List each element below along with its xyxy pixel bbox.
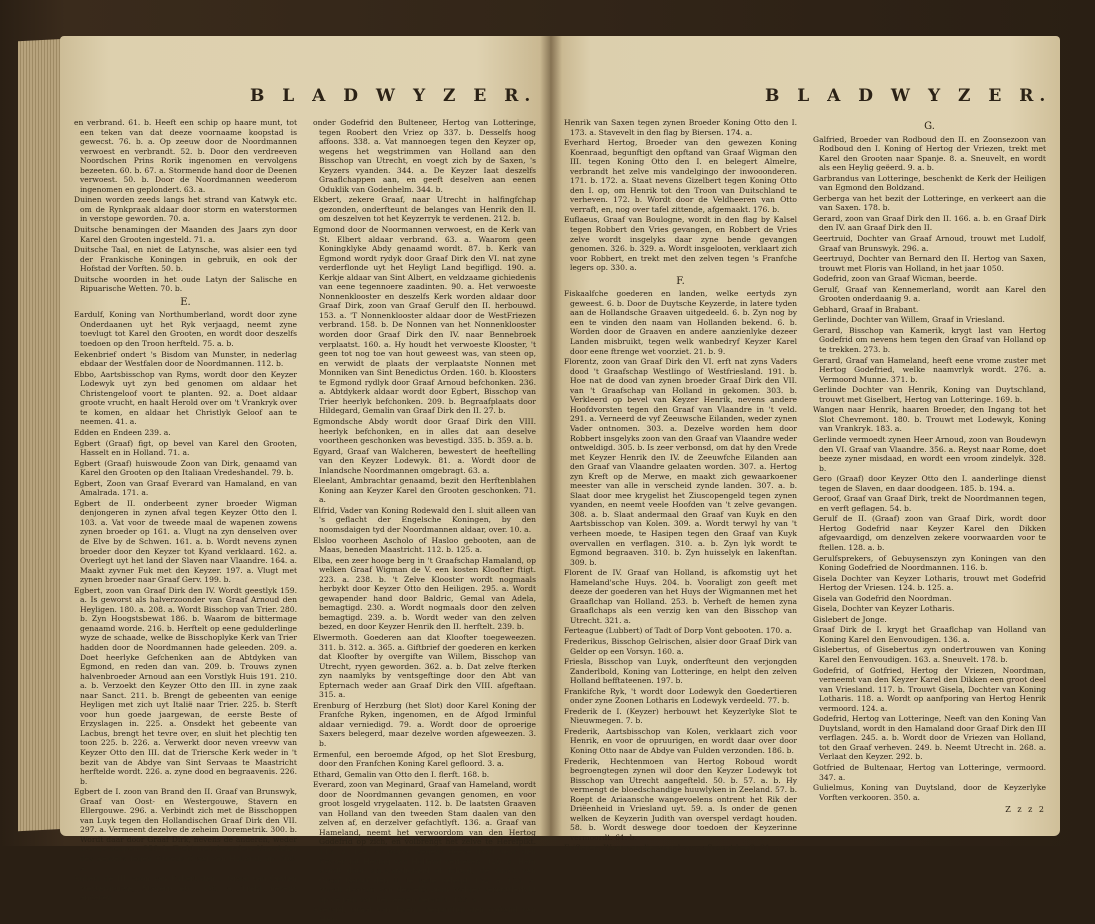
index-entry: Ebbo, Aartsbisschop van Ryms, wordt door den Keyzer Lodewyk uyt zyn bed genomen om aldaar het Christengeloof voort te planten. 92. a. Doet aldaar groote vrucht, en haalt Herold over om 't Vrankryk over te komen, en aldaar het Christlyk Geloof aan te neemen. 41. a. <box>74 369 297 427</box>
index-entry: Geertruid, Dochter van Graaf Arnoud, trouwt met Ludolf, Graaf van Brunswyk. 296. a. <box>813 234 1046 253</box>
right-running-head: B L A D W Y Z E R. <box>765 86 1052 106</box>
index-entry: Wangen naar Henrik, haaren Broeder, den Ingang tot het Slot Chevremont. 180. b. Trouwt met Lodewyk, Koning van Vrankryk. 183. a. <box>813 405 1046 434</box>
index-entry: Duitsche benamingen der Maanden des Jaars zyn door Karel den Grooten ingesteld. 71. a. <box>74 225 297 244</box>
index-entry: Florent de IV. Graaf van Holland, is afkomstig uyt het Hameland'sche Huys. 204. b. Vooraligt zon geeft met deeze der goederen van het Huys der Wigmannen met het Graaflchap van Holland. 253. b. Verheft de hemen zyna Graaflchaps als een verzig ken van den Bisschop van Utrecht. 321. a. <box>564 568 797 625</box>
book-page-edges <box>18 39 66 832</box>
index-entry: Gerlinde Dochter van Henrik, Koning van Duytschland, trouwt met Giselbert, Hertog van Lotteringe. 169. b. <box>813 385 1046 404</box>
index-entry: Gerard, Graaf van Hameland, heeft eene vrome zuster met Hertog Godefried, welke naamvrlyk wordt. 276. a. Vermoord Munne. 371. b. <box>813 355 1046 384</box>
index-entry: Egbert (Graaf) huiswoude Zoon van Dirk, genaamd van Karel den Grooten op den Italiaan Vredeshandel. 79. b. <box>74 458 297 478</box>
index-entry: Gerard, Bisschop van Kamerik, krygt last van Hertog Godefrid om nevens hem tegen den Graaf van Holland op te trekken. 273. b. <box>813 325 1046 355</box>
index-entry: Duitsche Taal, en niet de Latynsche, was alsier een tyd der Frankische Koningen in gebruik, en ook der Hofstad der Vorften. 50. b. <box>74 245 297 274</box>
index-entry: Galfried, Broeder van Rodboud den II. en Zoonsezoon van Rodboud den I. Koning of Hertog der Vriezen, trekt met Karel den Grooten naar Spanje. 8. a. Sneuvelt, en wordt als een Heylig geëerd. 9. a. b. <box>813 134 1046 173</box>
index-entry: Godefrid, of Gotfried, Hertog der Vriezen, Noordman, verneemt van den Keyzer Karel den Dikken een groot deel van Vriesland. 117. b. Trouwt Gisela, Dochter van Koning Lotharis. 118. a. Wordt op aanfporing van Hertog Henrik vermoord. 124. a. <box>813 665 1046 713</box>
section-letter: E. <box>180 296 191 308</box>
index-entry: Egmond door de Noormannen verwoest, en de Kerk van St. Elbert aldaar verbrand. 63. a. Waarom geen Koningklyke Abdy genaamd wordt. 87. b. Kerk van Egmond wordt rydyk door Graaf Dirk den VI. nat zyne verderflonde uyt het Heyligt Land begifligd. 190. a. Kerkje aldaar van Sint Albert, en veldzaame gichiedenis van eene tegennoere zaadinten. 90. a. Het verwoeste Nonnenklooster en deszelfs Kerk worden aldaar door Graaf Dirk, zoon van Graaf Gerulf den II. herbouwd. 153. a. 'T Nonnenklooster aldaar door de WestFriezen verbrand. 158. b. De Nonnen van het Nonnenklooster worden door Graaf Dirk den IV. naar Bennebroek verplaatst. 160. a. Hy houdt het verwoeste Klooster, 't geen tot nog toe van hout geweest was, van steen op, en verwidt de plaats der verplaatste Nonnen met Monniken van Sint Benedictus Orden. 160. b. Kloosters te Egmond rydlyk door Graaf Arnoud befchonken. 236. a. Abtdykerk aldaar wordt door Egbert, Bisschop van Trier heerlyk befchonken. 209. b. Begraafplaats door Hildegard, Gemalin van Graaf Dirk den II. 27. b. <box>313 225 536 416</box>
index-entry: Ethard, Gemalin van Otto den I. flerft. 168. b. <box>313 769 490 779</box>
index-entry: Elba, een zeer hooge berg in 't Graafschap Hamaland, op welken Graaf Wigman de V. een kosten Kloofter ftigt. 223. a. 238. b. 't Zelve Klooster wordt nogmaals herbykt door Keyzer Otto den Heiligen. 295. a. Wordt gewapender hand door Baldric, Gemal van Adela, bemagtigd. 230. a. Wordt nogmaals door den zelven bemagtigd. 239. a. b. Wordt weder van den zelven bezed, en door Keyzer Henrik den II. herftelt. 239. b. <box>313 555 536 632</box>
index-entry: Graaf Dirk de I. krygt het Graaflchap van Holland van Koning Karel den Eenvoudigen. 136. a. <box>813 625 1046 644</box>
index-entry: Gerulfsprekers, of Gebuysenszyn zyn Koningen van den Koning Godefried de Noordmannen. 116. b. <box>813 553 1046 573</box>
right-page <box>550 36 1060 853</box>
index-entry: Godefrid, zoon van Graaf Wicman, beerde. <box>813 274 978 284</box>
index-entry: Egbert, zoon van Graaf Dirk den IV. Wordt geestlyk 159. a. Is geworst als halverzoonder van Graaf Arnoud den Heyligen. 180. a. 208. a. Wordt Bisschop van Trier. 280. b. Zyn Hoogstsbewat 186. b. Waarom de bittermage genaamd worde. 216. b. Herftelt op eene gedulderlinge wyze de schaade, welke de Bisschoplyke Kerk van Trier hadden door de Noordmannen hade geleeden. 209. a. Doet heerlyke Gefchenken aan de Abtdyken van Egmond, en reden dan van. 209. b. Trouws zynen halvenbroeder Arnoud aan een Vorstlyk Huis 191. 210. a. b. Verzoekt den Keyzer Otto den III. in zyne zaak naar Sanct. 211. b. Brengt de gebeenten van eenige Heyligen met zich uyt Italië naar Trier. 225. b. Sterft voor hun goede jaargewan, de eerste Beste of Erzyslagen in. 225. a. Onsdekt het gebeente van Lacbus, brengt het tevre over, en sluit het plechtig ten toon 225. b. 226. a. Verwerkt door neven vreevw van Keyzer Otto den III. dat de Triersche Kerk weder in 't bezit van de Abdye van Sint Servaas te Maastricht herftelde wordt. 226. a. zyne dood en begraavenis. 226. b. <box>74 585 297 786</box>
index-entry: Elwermoth. Goederen aan dat Kloofter toegeweezen. 311. b. 312. a. 365. a. Giftbrief der goederen en kerken dat Kloofter by overgifte van Willem, Bisschop van Utrecht, ryyen geworden. 362. a. b. Dat zelve fterken zyn naamlyks by ventsgeftinge door den Abt van Epternach weder aan Graaf Dirk den VIII. afgeftaan. 315. a. <box>313 632 536 700</box>
index-entry: Gislebert de Jonge. <box>813 614 887 624</box>
index-entry: Everard, zoon van Meginard, Graaf van Hameland, wordt door de Noordmannen gevangen genomen, en voor groot losgeld vrygelaaten. 112. b. De laatsten Graaven van Holland van den tweeden Stam daalen van den zelven af, en derzelver gefachtlyft. 136. a. Graaf van Hameland, neemt het verwoordom van den Hertog Godefrid op zich, en volbrengt het zelve te Herefpikt. 113. b. 124. a. Wordt wegens deeze daad door den Keyzer tot Hertog van Holland verheven. 126. a. Hem wordt door stalklandigheid of fchuld, de doodt van Graaf Gerulf den II. te laste gelegd. 132. a. 133. a. Wordt daarom van deszelfs zoon Walger verontderlykt op de jagt van het leeven beroofd. 133. a. <box>313 780 536 904</box>
index-entry: Gulielmus, Koning van Duytsland, door de Keyzerlyke Vorften verkooren. 350. a. <box>813 783 1046 802</box>
index-entry: Garbrandus van Lotteringe, beschenkt de Kerk der Heiligen van Egmond den Boldzand. <box>813 173 1046 193</box>
index-entry: Frederikus, Bisschop Gelrischen, alsier door Graaf Dirk van Gelder op een Vorsyn. 160. a. <box>564 636 797 656</box>
book-gutter <box>540 36 562 836</box>
left-column-2 <box>313 118 536 924</box>
index-entry: Fiskaalfche goederen en landen, welke eertyds zyn geweest. 6. b. Door de Duytsche Keyzerde, in latere tyden aan de Hollandsche Graaven uitgedeeld. 6. b. Zyn nog by een te vinden den naam van Hollanden bekend. 6. b. Worden door de Graaven en andere aanzienlyke dezeer Landen misbruikt, tegen welk wanbedryf Keyzer Karel door eene ftrenge wet voorziet. 21. b. 9. <box>564 289 797 356</box>
index-entry: Henrik van Saxen tegen zynen Broeder Koning Otto den I. 173. a. Stavevelt in den flag by Biersen. 174. a. <box>564 118 797 137</box>
section-letter: F. <box>676 275 685 287</box>
left-running-head: B L A D W Y Z E R. <box>250 86 537 106</box>
right-column-1 <box>564 118 797 853</box>
index-entry: Florentz, zoon van Graaf Dirk den VI. erft nat zyns Vaders dood 't Graafschap Westlingo of Westfriesland. 191. b. Hoe nat de dood van zynen broeder Graaf Dirk den VII. van 't Graafschap van Holland in gekomen. 303. b. Verkleerd op bevel van Keyzer Henrik, nevens andere Hoofdvorsten tegen den Graaf van Vlaandre in 't veld. 291. a. Verneerd de vyf Zeeuwsche Eilanden, weder zynen Vader ontnomen. 303. a. Dezelve worden hem door Robbert insgelyks zoon van den Graaf van Vlaandre weder ontweldigd. 305. b. Is zeer verbonsd, om dat hy den Vrede met Keyzer Henrik den IV. de Zeeuwfche Eilanden aan den Graaf van Vlaandre gelaaten worden. 307. a. Hertog zyn Kreft op de Merwe, en maakt zich gewaarkoener meester van alle in verscheid zynde landen. 307. a. b. Slaat door mee krygelist het Ziuscopengeld tegen zynen vyanden, en neemt veele Hoofden van 't zelve gevangen. 308. a. b. Slaat andermaal den Graaf van Kuyk en den Aartsbisschop van Kolen. 309. a. Wordt terwyl hy van 't verheen moede, te Hasipen tegen den Graaf van Kuyk overvallen en verflagen. 310. a. b. Zyn lyk wordt te Egmond begraaven. 310. b. Zyn huisselyk en Iakenftan. 309. b. <box>564 357 797 567</box>
index-entry: Eardulf, Koning van Northumberland, wordt door zyne Onderdaanen uyt het Ryk verjaagd, neemt zyne toevlugt tot Karel den Grooten, en wordt door deszelfs toedoen op den Troon herfteld. 75. a. b. <box>74 310 297 349</box>
index-entry: Egbert (Graaf) figt, op bevel van Karel den Grooten, Hasselt en in Holland. 71. a. <box>74 438 297 458</box>
index-entry: Gisela Dochter van Keyzer Lotharis, trouwt met Godefrid Hertog der Vriesen. 124. b. 125. a. <box>813 573 1046 593</box>
index-entry: Frederik de I. (Keyzer) herbouwt het Keyzerlyke Slot te Nieuwmegen. 7. b. <box>564 706 797 726</box>
index-entry: en verbrand. 61. b. Heeft een schip op haare munt, tot een teken van dat deeze voornaame koopstad is gewecst. 76. b. a. Op zeeuw door de Noordmannen verwoest en verbrandt. 52. b. Door den verdreeven Noordschen Prins Rorik ingenomen en vervolgens bezeeten. 60. b. 67. a. Stormende hand door de Deenen verwoest. 50. b. Door de Noordmannen weederom ingenomen en geplondert. 63. a. <box>74 118 297 194</box>
index-entry: Gebhard, Graaf in Brabant. <box>813 304 919 314</box>
index-entry: Geertruyd, Dochter van Bernard den II. Hertog van Saxen, trouwt met Floris van Holland, in het jaar 1050. <box>813 254 1046 273</box>
index-entry: Gero (Graaf) door Keyzer Otto den I. aanderlinge dienst tegen de Slaven, en daar doodgeen. 185. b. 194. a. <box>813 474 1046 493</box>
section-letter: G. <box>924 121 935 132</box>
index-entry: Duitsche woorden in het oude Latyn der Salische en Ripuarische Wetten. 70. b. <box>74 274 297 294</box>
index-entry: Eleelant, Ambrachtar genaamd, bezit den Herftenblahen Koning aan Keyzer Karel den Grooten geschonken. 71. a. <box>313 476 536 505</box>
index-entry: Friesla, Bisschop van Luyk, onderfteunt den verjongden Zanderlbold, Koning van Lotteringe, en helpt den zelven Holland befftateenen. 197. b. <box>564 657 797 686</box>
index-entry: Gislebertus, of Gisebertus zyn ondertrouwen van Koning Karel den Eenvoudigen. 163. a. Sneuvelt. 178. b. <box>813 645 1046 664</box>
index-entry: Ermenful, een beroemde Afgod, op het Slot Eresburg, door den Franfchen Koning Karel gefloord. 3. a. <box>313 749 536 769</box>
left-page <box>60 36 550 924</box>
index-entry: Egmondsche Abdy wordt door Graaf Dirk den VIII. heerlyk befchonken, en in alles dat aan deselve voortheen geschonken was bevestigd. 335. b. 359. a. b. <box>313 416 536 446</box>
index-entry: Geroof, Graaf van Graaf Dirk, trekt de Noordmannen tegen, en verft geflagen. 54. b. <box>813 494 1046 513</box>
index-entry: Gerulf, Graaf van Kennemerland, wordt aan Karel den Grooten onderdaanig 9. a. <box>813 284 1046 304</box>
index-entry: Frifteren. Waar van die woord zyne afkomst heeft. 21. a. <box>564 843 782 853</box>
index-entry: Gisela van Godefrid den Noordman. <box>813 593 952 603</box>
index-entry: Frederik, Aartsbisschop van Kolen, verklaart zich voor Henrik, en voor de opruurigen, en wordt daar over door Koning Otto naar de Abdye van Fulden verzonden. 186. b. <box>564 726 797 755</box>
index-entry: Egbert de III. zoon van Egbert den I. Graaf van Oosten Westergouwe, Stavern etc. 336. a. Trekt nevens anderen <box>74 874 297 903</box>
index-entry: Gerulf de II. (Graaf) zoon van Graaf Dirk, wordt door Hertog Godefrid naar Keyzer Karel den Dikken afgevaardigd, om denzelven zekere voorwaarden voor te ftellen. 128. a. b. <box>813 514 1046 552</box>
index-entry: onder Godefrid den Bulteneer, Hertog van Lotteringe, tegen Roobert den Vriez op 337. b. Desselfs hoog affoons. 338. a. Vat mannoegen tegen den Keyzer op, wegens het wegstrimmen van Holland aan den Bisschop van Utrecht, en voegt zich by de Saxen, 's Keyzers vyanden. 344. a. De Keyzer Iaat deszelfs Graaflchappen aan, en geeft deselven aan eenen Oduklik van Godenhelm. 344. b. <box>313 118 536 194</box>
index-entry: Egbert de II. onderbeent zyner broeder Wigman denjongeren in zynen afval tegen Keyzer Otto den I. 103. a. Vat voor de tweede maal de wapenen zowens zynen broeder op 161. a. Vlugt na zyn denselven over de Elve by de Schwen. 161. a. b. Wordt nevens zynen broeder door den Keyzer tot Kyand verklaard. 162. a. Overlegt uyt het land der Slaven naar Vlaandre. 164. a. Maakt zyvner Fuk met den Keyzer. 197. a. Vlugt met zynen broeder naar Graaf Gerv. 199. b. <box>74 498 297 585</box>
index-entry: Everard, Graaf van Twent, begunftigt den opftand van Hen- <box>313 905 536 924</box>
left-column-1 <box>74 118 297 903</box>
index-entry: Egbert de I. zoon van Brand den II. Graaf van Brunswyk, Graaf van Oost- en Westergouwe, Stavern en Ellergouwe. 296. a. Verbindt zich met de Bisschoppen van Luyk tegen den Hollandischen Graaf Dirk den VII. 297. a. Vermeent dezelve de zeheim Doremetrik. 300. b. Wordt daar door Graaf Dirk, nevens de anderen, weder overgeroeopen. 356. b. Trekt met de andere Vaandelen des Keyzers tegen Floreus Graaf van Holland, op. 308. a. <box>74 787 297 873</box>
right-column-2 <box>813 118 1046 822</box>
index-entry: Elsloo voorheen Ascholo of Hasloo gebooten, aan de Maas, beneden Maastricht. 112. b. 125. a. <box>313 535 536 555</box>
index-entry: Elfrid, Vader van Koning Rodewald den I. sluit alleen van 's geflacht der Engelsche Koningen, by den noomsdaigen tyd der Noordmannen aldaar, over. 10. a. <box>313 505 536 534</box>
index-entry: Euflaeus, Graaf van Boulogne, wordt in den flag by Kalsel tegen Robbert den Vries gevangen, en Robbert de Vries zelve wordt insgelyks daar zyne bende gevangen genomen. 326. b. 329. a. Wordt insgelooten, verklaart zich voor Robbert, en trekt met den zelven tegen 's Franfche legers op. 330. a. <box>564 215 797 273</box>
index-entry: Gerberga van het bezit der Lotteringe, en verkeert aan die van Saxen. 178. b. <box>813 193 1046 213</box>
index-entry: Everhard Hertog, Broeder van den gewezen Koning Koenraad, begunftigt den opftand van Graaf Wigman den III. tegen Koning Otto den I. en belegert Almelre, verbrandt het zelve mis vandelgingo der inwooonderen. 171. b. 172. a. Staat nevens Gizelbert tegen Koning Otto den I. op, om Henrik tot den Troon van Duitschland te verheven. 172. b. Wordt door de Veldheeren van Otto verraft, en, nog over tafel zittende, afgemaakt. 176. b. <box>564 138 797 214</box>
index-entry: Frederik, Hechtenmoen van Hertog Roboud wordt begroengtegen zynen wil door den Keyzer Lodewyk tot Bisschop van Utrecht aangefteld. 50. b. 57. a. b. Hy vermengt de bloedschandige huuwlyken in Zeeland. 57. b. Roept de Ariaansche wangevoelens ontrent het Rik der Driëenheid in Vriesland uyt. 59. a. Is onder de genen welken de Keyzerin Judith van overspel verdagt houden. 58. b. Wordt deswege door toedoen der Keyzerinne vermoordt. 61. b. <box>564 756 797 842</box>
index-entry: Frankifche Ryk, 't wordt door Lodewyk den Goedertieren onder zyne Zoonen Lotharis en Lodewyk verdeeld. 77. b. <box>564 686 797 706</box>
index-entry: Gerard, zoon van Graaf Dirk den II. 166. a. b. en Graaf Dirk den IV. aan Graaf Dirk den II. <box>813 213 1046 233</box>
index-entry: Gerlinde vermoedt zynen Heer Arnoud, zoon van Boudewyn den VI. Graaf van Vlaandre. 356. a. Reyst naar Rome, doet beeze zyner misdaad, en wordt een vroom zindelyk. 328. b. <box>813 434 1046 473</box>
index-entry: Ekbert, zekere Graaf, naar Utrecht in halfingfchap gezonden, onderfteunt de belanges van Henrik den II. om deszelven tot het Keyzerryk te verdenen. 212. b. <box>313 195 536 224</box>
index-entry: Gerlinde, Dochter van Willem, Graaf in Vriesland. <box>813 315 1005 325</box>
index-entry: Eekenbrief ondert 's Bisdom van Munster, in nederlag ebdaar der Westfalen door de Noordmannen. 112. b. <box>74 349 297 369</box>
index-entry: Egyard, Graaf van Walcheren, bewestert de heeftelling van den Keyzer Lodewyk. 81. a. Wordt door de Inlandsche Noordmannen omgebragt. 63. a. <box>313 446 536 475</box>
index-entry: Egbert, Zoon van Graaf Everard van Hamaland, en van Amalrada. 171. a. <box>74 478 297 498</box>
index-entry: Erenburg of Herzburg (het Slot) door Karel Koning der Franfche Ryken, ingenomen, en de Afgod Irminful aldaar verniedigd. 79. a. Wordt door de oproerige Saxers belegerd, maar dezelve worden afgeweezen. 3. b. <box>313 700 536 748</box>
signature-mark: Z z z 2 <box>1005 805 1046 815</box>
index-entry: Duinen worden zeeds langs het strand van Katwyk etc. om de Rynkpraak aldaar door storm en waterstormen in verstope geworden. 70. a. <box>74 195 297 224</box>
index-entry: Gotfried de Bultenaar, Hertog van Lotteringe, vermoord. 347. a. <box>813 763 1046 782</box>
index-entry: Godefrid, Hertog van Lotteringe, Neeft van den Koning Van Duytsland, wordt in den Hamaland door Graaf Dirk den III verflagen. 245. a. b. Wordt door de Vriezen van Holland, tot den Graaf verheven. 249. b. Neemt Utrecht in. 268. a. Verlaat den Keyzer. 292. b. <box>813 714 1046 762</box>
index-entry: Ferteague (Lubbert) of Tadt of Dorp Vont gebooten. 170. a. <box>564 626 792 636</box>
index-entry: Edden en Endeen 239. a. <box>74 427 171 437</box>
index-entry: Gisela, Dochter van Keyzer Lotharis. <box>813 604 955 614</box>
